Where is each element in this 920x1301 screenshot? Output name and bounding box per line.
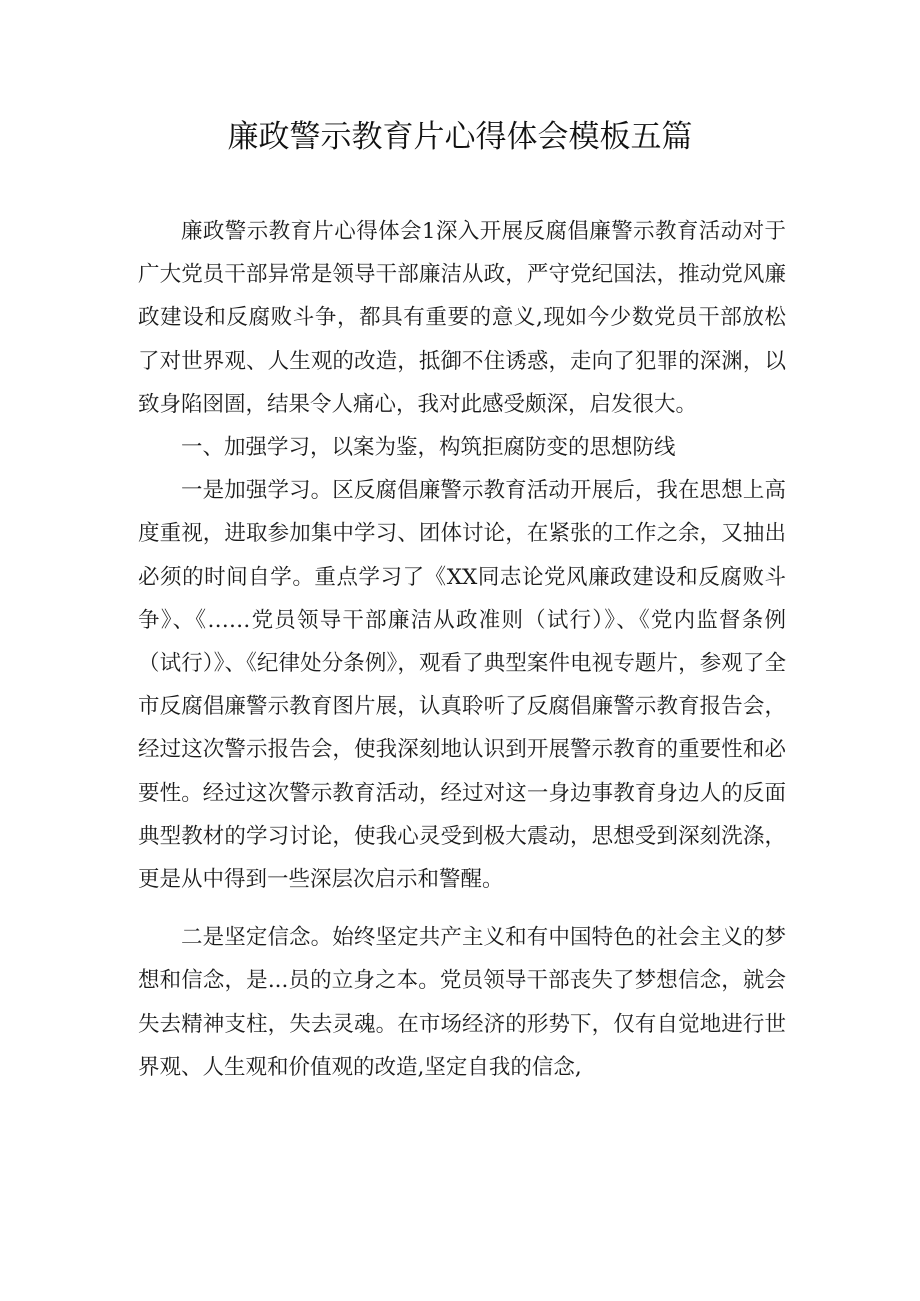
paragraph-study: 一是加强学习。区反腐倡廉警示教育活动开展后，我在思想上高度重视，进取参加集中学习、团体讨论，在紧张的工作之余，又抽出必须的时间自学。重点学习了《XX同志论党风廉政建设和反腐败斗争》、《……党员领导干部廉洁从政准则（试行）》、《党内监督条例（试行）》、《纪律处分条例》，观看了典型案件电视专题片，参观了全市反腐倡廉警示教育图片展，认真聆听了反腐倡廉警示教育报告会，经过这次警示报告会，使我深刻地认识到开展警示教育的重要性和必要性。经过这次警示教育活动，经过对这一身边事教育身边人的反面典型教材的学习讨论，使我心灵受到极大震动，思想受到深刻洗涤，更是从中得到一些深层次启示和警醒。 bbox=[138, 478, 786, 893]
document-body bbox=[138, 210, 786, 1089]
paragraph-belief: 二是坚定信念。始终坚定共产主义和有中国特色的社会主义的梦想和信念，是...员的立身之本。党员领导干部丧失了梦想信念，就会失去精神支柱，失去灵魂。在市场经济的形势下，仅有自觉地进行世界观、人生观和价值观的改造,坚定自我的信念, bbox=[138, 925, 786, 1080]
section-heading-1: 一、加强学习，以案为鉴，构筑拒腐防变的思想防线 bbox=[181, 435, 676, 461]
document-title: 廉政警示教育片心得体会模板五篇 bbox=[227, 119, 693, 155]
paragraph-intro: 廉政警示教育片心得体会1深入开展反腐倡廉警示教育活动对于广大党员干部异常是领导干部廉洁从政，严守党纪国法，推动党风廉政建设和反腐败斗争，都具有重要的意义,现如今少数党员干部放松了对世界观、人生观的改造，抵御不住诱惑，走向了犯罪的深渊，以致身陷囹圄，结果令人痛心，我对此感受颇深，启发很大。 bbox=[138, 219, 786, 417]
